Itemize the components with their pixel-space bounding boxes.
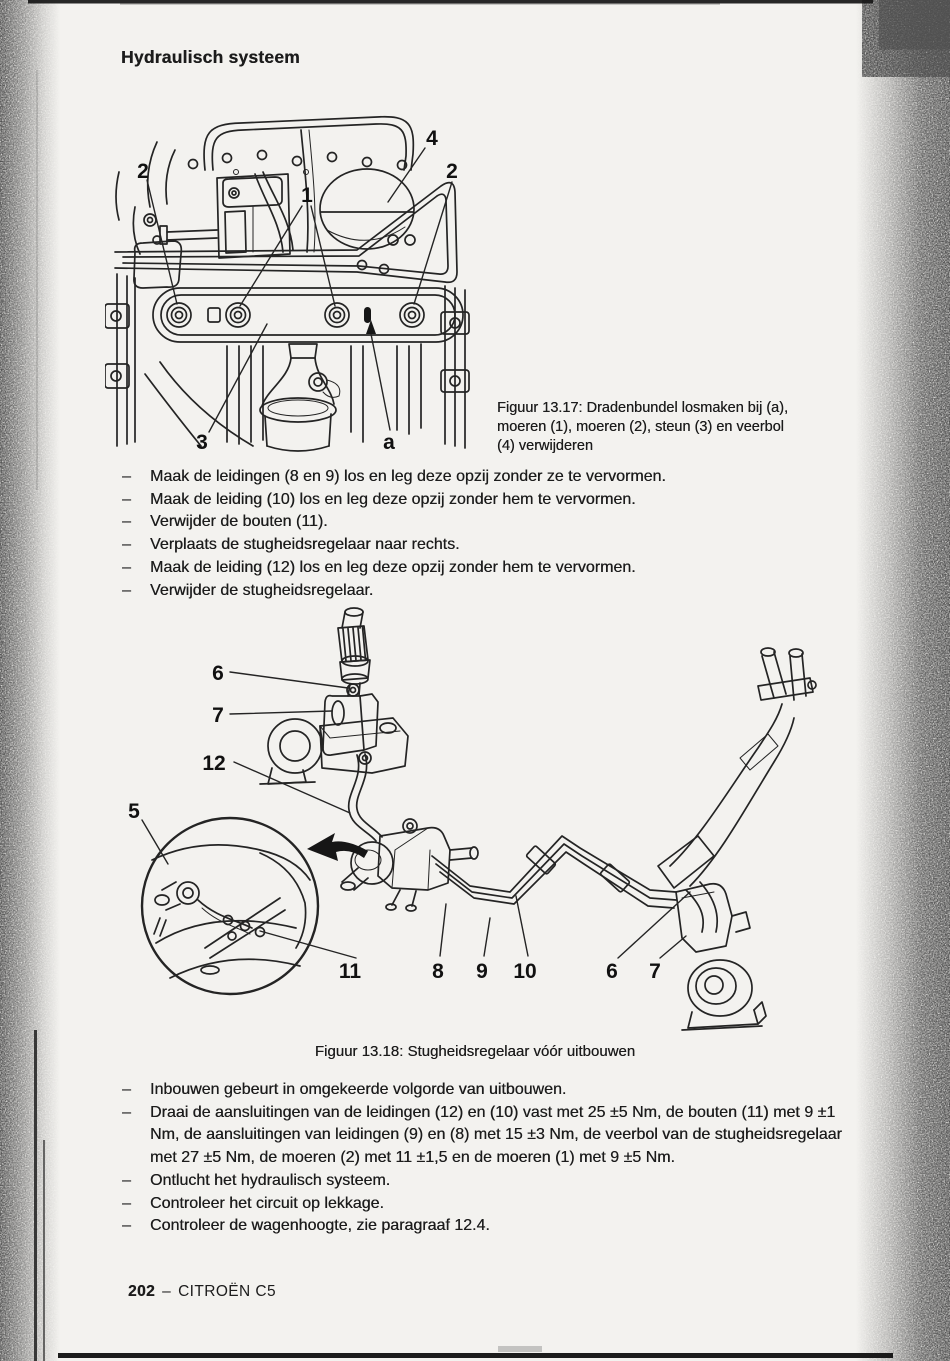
right-rail: [441, 286, 469, 448]
removal-steps: [122, 466, 834, 602]
connector-a: [364, 307, 371, 323]
callout-7-bottom: 7: [649, 960, 661, 983]
callout-10: 10: [513, 960, 537, 983]
step-text: Controleer de wagenhoogte, zie paragraaf 12.4.: [150, 1217, 490, 1235]
left-fender: [116, 142, 175, 254]
step-text: Controleer het circuit op lekkage.: [150, 1194, 384, 1212]
removal-step: [122, 534, 834, 557]
figure-13-18-drawing: [110, 598, 870, 1038]
figure-13-17-drawing: [105, 112, 505, 462]
bullet-dash: –: [122, 1194, 131, 1212]
lower-mount: [676, 884, 766, 1030]
veerbol-sphere: [320, 169, 414, 249]
bullet-dash: –: [122, 468, 131, 485]
left-rail: [105, 274, 135, 446]
step-text: Maak de leidingen (8 en 9) los en leg deze opzij zonder ze te vervormen.: [150, 468, 666, 485]
callout-2-left: 2: [137, 160, 149, 183]
step-text: Maak de leiding (10) los en leg deze opzij zonder hem te vervormen.: [150, 490, 636, 508]
regulator-body: [341, 819, 478, 911]
page-number: 202: [128, 1283, 156, 1300]
book-title: CITROËN C5: [178, 1283, 276, 1300]
figure-13-17-caption: Figuur 13.17: Dradenbundel losmaken bij (a), moeren (1), moeren (2), steun (3) en veerbol (4) verwijderen: [497, 400, 788, 454]
bullet-dash: –: [122, 513, 131, 531]
callout-8: 8: [432, 960, 444, 983]
steering-cone: [260, 344, 340, 451]
inset-detail-circle: [142, 818, 318, 994]
callout-12: 12: [202, 752, 226, 775]
removal-step: [122, 489, 834, 512]
step-text: Draai de aansluitingen van de leidingen (12) en (10) vast met 25 ±5 Nm, de bouten (11) met 9 ±1 Nm, de aansluitingen van leidingen (9) en (8) met 15 ±3 Nm, de veerbol van de stugheidsregelaar met 27 ±5 Nm, de moeren (2) met 11 ±1,5 en de moeren (1) met 9 ±5 Nm.: [150, 1103, 842, 1167]
installation-steps: [122, 1079, 852, 1238]
accumulator-cylinder: [338, 608, 370, 696]
step-text: Inbouwen gebeurt in omgekeerde volgorde van uitbouwen.: [150, 1081, 567, 1098]
bullet-dash: –: [122, 1217, 131, 1235]
page-footer: [128, 1283, 276, 1301]
upper-bracket: [323, 684, 378, 755]
callout-3: 3: [196, 431, 208, 454]
callout-2-right: 2: [446, 160, 458, 183]
callout-6-top: 6: [212, 662, 224, 685]
callout-4: 4: [426, 127, 438, 150]
figure-13-18: [110, 598, 870, 1038]
installation-step: [122, 1079, 852, 1102]
footer-separator: –: [162, 1283, 172, 1300]
background-lines: [145, 344, 421, 446]
callout-6-bottom: 6: [606, 960, 618, 983]
step-text: Verplaats de stugheidsregelaar naar rechts.: [150, 536, 460, 554]
callout-11: 11: [338, 960, 362, 983]
callout-a: a: [383, 431, 395, 454]
bullet-dash: –: [122, 1081, 131, 1098]
bullet-dash: –: [122, 581, 131, 599]
bolt-1-right: [325, 303, 349, 327]
installation-step: [122, 1193, 852, 1216]
step-text: Verwijder de bouten (11).: [150, 513, 328, 531]
step-text: Maak de leiding (12) los en leg deze opzij zonder hem te vervormen.: [150, 558, 636, 576]
removal-step: [122, 511, 834, 534]
step-text: Ontlucht het hydraulisch systeem.: [150, 1171, 391, 1189]
pipes-8-9-10: [432, 836, 676, 908]
bullet-dash: –: [122, 1103, 131, 1121]
installation-step: [122, 1170, 852, 1193]
removal-step: [122, 557, 834, 580]
bullet-dash: –: [122, 536, 131, 554]
bolt-1-left: [226, 303, 250, 327]
bolt-2-left: [167, 303, 191, 327]
removal-step: [122, 466, 834, 489]
pipe-12: [349, 754, 382, 841]
bullet-dash: –: [122, 1171, 131, 1189]
hose-assembly: [658, 648, 816, 932]
callout-5: 5: [128, 800, 140, 823]
step-text: Verwijder de stugheidsregelaar.: [150, 581, 374, 599]
bullet-dash: –: [122, 558, 131, 576]
callout-1: 1: [301, 184, 313, 207]
bolt-2-right: [400, 303, 424, 327]
installation-step: [122, 1102, 852, 1170]
direction-arrow: [307, 833, 368, 861]
figure-13-18-caption: Figuur 13.18: Stugheidsregelaar vóór uitbouwen: [314, 1043, 636, 1060]
callout-7-top: 7: [212, 704, 224, 727]
bullet-dash: –: [122, 490, 131, 508]
installation-step: [122, 1215, 852, 1238]
page-title: Hydraulisch systeem: [121, 47, 300, 67]
callout-9: 9: [476, 960, 488, 983]
figure-13-17: [105, 112, 505, 462]
cowl-panel: [189, 117, 414, 175]
mount-bracket: [260, 718, 408, 784]
